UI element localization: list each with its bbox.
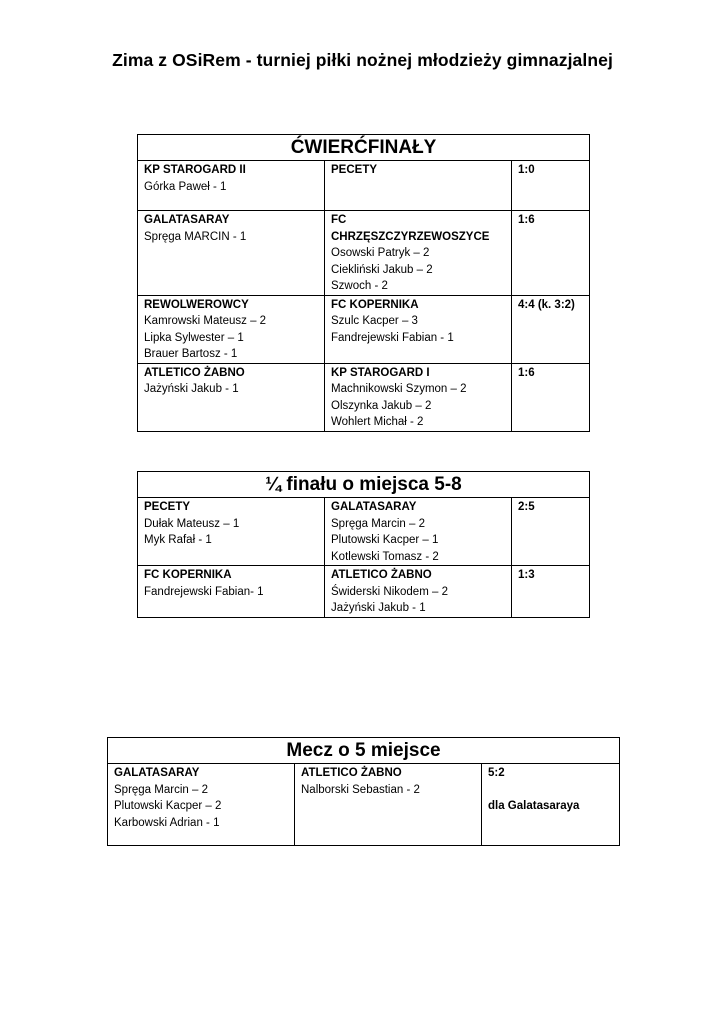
scorer: Jażyński Jakub - 1 [144, 383, 239, 395]
match-score: 1:0 [518, 164, 535, 176]
score-cell [482, 764, 620, 846]
team-name: GALATASARAY [144, 214, 230, 226]
scorer: Spręga Marcin – 2 [331, 517, 425, 530]
home-team-cell [138, 211, 325, 296]
scorer: Szwoch - 2 [331, 280, 388, 292]
scorer: Machnikowski Szymon – 2 [331, 383, 467, 395]
team-name: PECETY [144, 501, 191, 513]
team-name: GALATASARAY [331, 501, 417, 513]
home-team-cell [138, 498, 325, 566]
team-name: FC CHRZĘSZCZYRZEWOSZYCE [331, 214, 490, 243]
match-score: 4:4 (k. 3:2) [518, 298, 575, 311]
scorer: Fandrejewski Fabian- 1 [144, 585, 264, 598]
match-score: 1:6 [518, 214, 535, 226]
away-team-cell [325, 498, 512, 566]
match-row [138, 211, 590, 296]
places-5-8-table [137, 471, 590, 618]
document-title: Zima z OSiRem - turniej piłki nożnej młodzieży gimnazjalnej [112, 50, 613, 70]
score-cell [512, 363, 590, 431]
scorer: Wohlert Michał - 2 [331, 416, 424, 428]
match-row [138, 566, 590, 618]
match-row [108, 764, 620, 846]
home-team-cell [138, 161, 325, 211]
scorer: Osowski Patryk – 2 [331, 247, 430, 259]
match-score: 2:5 [518, 501, 535, 513]
section-heading-row [138, 472, 590, 498]
scorer: Spręga Marcin – 2 [114, 783, 208, 796]
away-team-cell [325, 161, 512, 211]
winner-note: dla Galatasaraya [488, 799, 580, 812]
match-row [138, 498, 590, 566]
team-name: ATLETICO ŻABNO [301, 767, 402, 779]
scorer: Brauer Bartosz - 1 [144, 348, 238, 360]
scorer: Nalborski Sebastian - 2 [301, 783, 420, 796]
quarterfinals-table [137, 134, 590, 432]
away-team-cell [325, 211, 512, 296]
team-name: REWOLWEROWCY [144, 298, 249, 311]
scorer: Kotlewski Tomasz - 2 [331, 550, 439, 563]
score-cell [512, 498, 590, 566]
scorer: Ciekliński Jakub – 2 [331, 263, 433, 276]
section-heading: Mecz o 5 miejsce [108, 738, 620, 764]
home-team-cell [138, 363, 325, 431]
match-score: 5:2 [488, 767, 505, 779]
match-row [138, 161, 590, 211]
team-name: ATLETICO ŻABNO [331, 569, 432, 581]
scorer: Jażyński Jakub - 1 [331, 602, 426, 614]
scorer: Karbowski Adrian - 1 [114, 816, 220, 829]
scorer: Plutowski Kacper – 1 [331, 534, 439, 546]
home-team-cell [138, 295, 325, 363]
section-heading: ¼ finału o miejsca 5-8 [138, 472, 590, 498]
match-score: 1:6 [518, 366, 535, 379]
section-heading: ĆWIERĆFINAŁY [138, 135, 590, 161]
team-name: GALATASARAY [114, 767, 200, 779]
scorer: Górka Paweł - 1 [144, 180, 227, 193]
scorer: Dułak Mateusz – 1 [144, 517, 240, 530]
scorer: Olszynka Jakub – 2 [331, 399, 432, 412]
scorer: Fandrejewski Fabian - 1 [331, 331, 454, 344]
scorer: Świderski Nikodem – 2 [331, 585, 448, 598]
team-name: PECETY [331, 164, 378, 176]
match-row [138, 295, 590, 363]
away-team-cell [295, 764, 482, 846]
team-name: KP STAROGARD I [331, 366, 430, 379]
scorer: Spręga MARCIN - 1 [144, 230, 247, 243]
score-cell [512, 566, 590, 618]
scorer: Kamrowski Mateusz – 2 [144, 315, 267, 327]
match-row [138, 363, 590, 431]
team-name: FC KOPERNIKA [331, 298, 419, 311]
match-score: 1:3 [518, 569, 535, 581]
section-heading-row [138, 135, 590, 161]
away-team-cell [325, 363, 512, 431]
scorer: Lipka Sylwester – 1 [144, 331, 244, 344]
score-cell [512, 295, 590, 363]
away-team-cell [325, 295, 512, 363]
home-team-cell [108, 764, 295, 846]
score-cell [512, 161, 590, 211]
score-cell [512, 211, 590, 296]
team-name: FC KOPERNIKA [144, 569, 232, 581]
section-heading-row [108, 738, 620, 764]
scorer: Szulc Kacper – 3 [331, 315, 418, 327]
scorer: Plutowski Kacper – 2 [114, 800, 222, 812]
fifth-place-table [107, 737, 620, 846]
team-name: ATLETICO ŻABNO [144, 366, 245, 379]
team-name: KP STAROGARD II [144, 164, 246, 176]
scorer: Myk Rafał - 1 [144, 534, 212, 546]
away-team-cell [325, 566, 512, 618]
home-team-cell [138, 566, 325, 618]
